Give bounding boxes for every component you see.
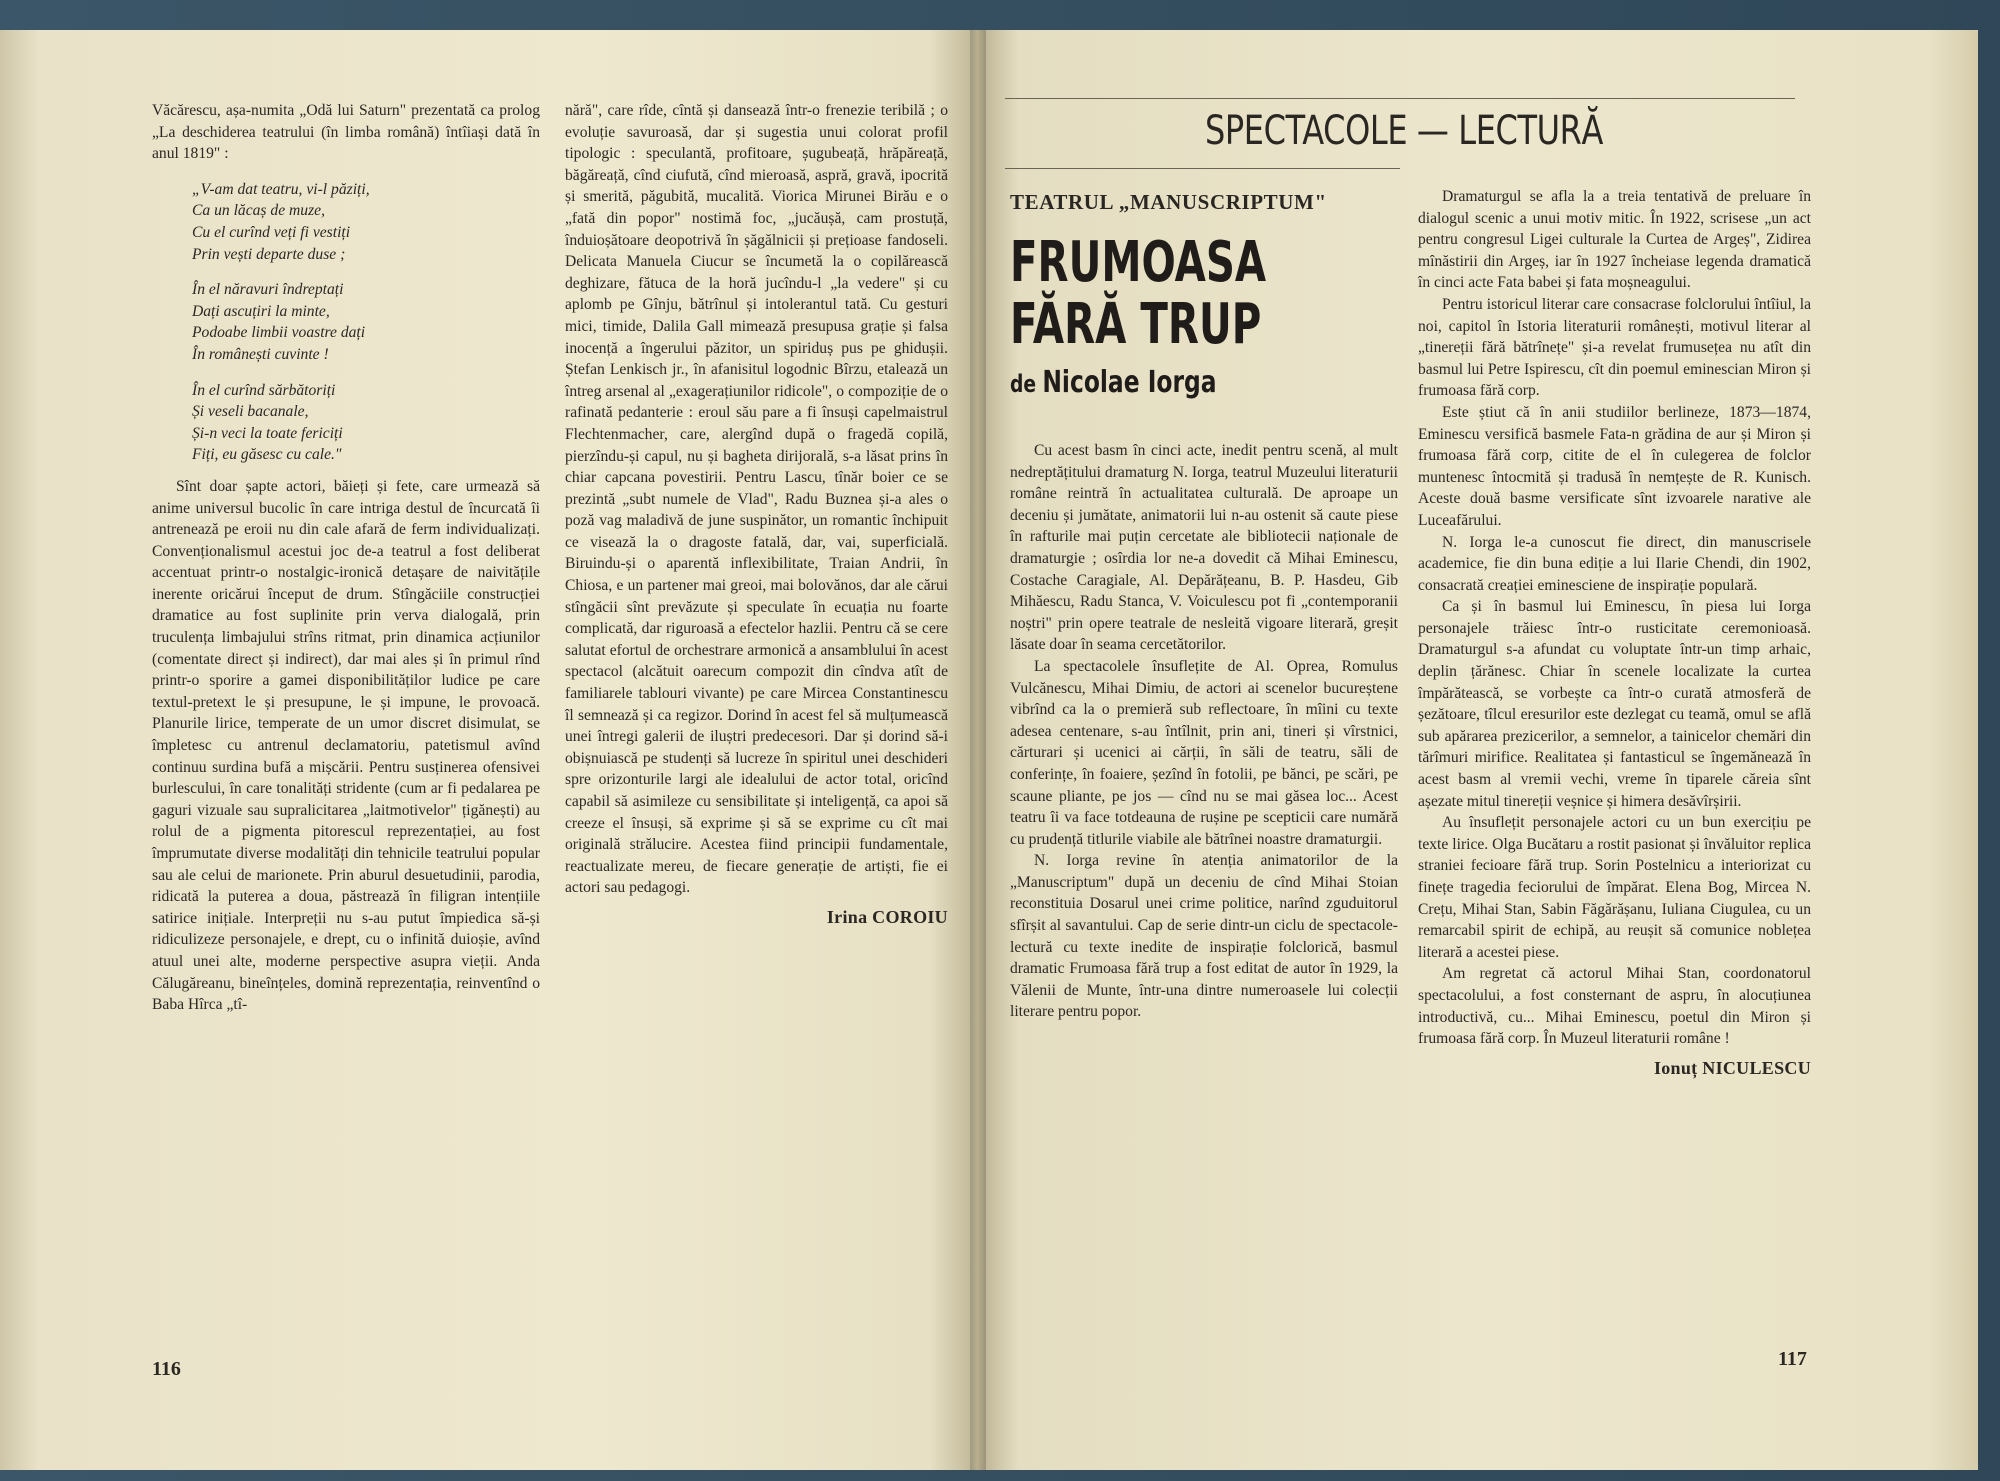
- article-author: Ionuț NICULESCU: [1653, 1057, 1811, 1078]
- body-paragraph: La spectacolele însuflețite de Al. Oprea, Romulus Vulcănescu, Mihai Dimiu, de actori ai scenelor bucureștene vibrînd ca la o premieră sub reflectoare, în mîini cu texte adesea centenare, s-au întîlnit, prin ani, tineri și vîrstnici, cărturari și ucenici ai cărții, în săli de teatru, săli de conferințe, în foaiere, șezînd în fotolii, pe bănci, pe scări, pe scaune pliante, pe jos — cînd nu se mai găsea loc... Acest teatru îi va face totdeauna de rușine pe scepticii care numără cu prudență titlurile viabile ale bătrînei noastre dramaturgii.: [1010, 657, 1398, 848]
- page-number-left: 116: [152, 1358, 181, 1380]
- poem-quote: [192, 179, 540, 466]
- page-number-right: 117: [1778, 1348, 1807, 1370]
- poem-line: Și veseli bacanale,: [192, 403, 309, 421]
- byline-de: de: [1010, 370, 1037, 398]
- poem-line: În el curînd sărbătoriți: [192, 381, 336, 399]
- book-gutter: [970, 30, 986, 1470]
- body-paragraph: Ca și în basmul lui Eminescu, în piesa lui Iorga personajele trăiesc într-o rusticitate ceremonioasă. Dramaturgul s-a afundat cu voluptate într-un timp arhaic, deplin țărănesc. Chiar în scenele localizate la curtea împărătească, se vorbește ca într-o curată atmosferă de șezătoare, tîlcul eresurilor este dezlegat cu teamă, omul se află sub apărarea prezicerilor, a semnelor, a tainicelor chemări din tărîmuri mirifice. Realitatea și fantasticul se îngemănează în acest basm al vremii vechi, vreme în tiparele căreia sînt așezate mitul tinereții veșnice și himera desăvîrșirii.: [1418, 598, 1811, 810]
- title-line: FRUMOASA: [1010, 230, 1267, 295]
- body-paragraph: Pentru istoricul literar care consacrase folclorului întîiul, la noi, capitol în Istoria literaturii românești, motivul literar al „tinereții fără bătrînețe" și-a revelat frumusețea nu atît din basmul lui Petre Ispirescu, cît din poemul eminescian Miron și frumoasa fără corp.: [1418, 295, 1811, 400]
- intro-paragraph: Văcărescu, așa-numita „Odă lui Saturn" prezentată ca prolog „La deschiderea teatrului (în limba română) întîiași dată în anul 1819" :: [152, 102, 540, 163]
- poem-line: Fiți, eu găsesc cu cale.": [192, 446, 342, 464]
- body-paragraph: Am regretat că actorul Mihai Stan, coordonatorul spectacolului, a fost consternant de aspru, în alocuțiunea introductivă, cu... Mihai Eminescu, poetul din Miron și frumoasa fără corp. În Muzeul literaturii române !: [1418, 965, 1811, 1048]
- poem-line: Ca un lăcaș de muze,: [192, 202, 325, 220]
- body-paragraph: Sînt doar șapte actori, băieți și fete, care urmează să anime universul bucolic în care intriga destul de încurcată îi antrenează pe eroii nu din cale afară de ferm individualizați. Convenționalismul acestui joc de-a teatrul a fost deliberat accentuat printr-o nostalgic-ironică detașare de naivitățile inerente oricărui început de drum. Stîngăciile construcției dramatice au fost suplinite prin verva dialogală, prin truculența limbajului strîns ritmat, prin dinamica acțiunilor (comentate direct și indirect), dar mai ales și în primul rînd printr-o sporire a gamei disponibilităților ludice pe care textul-pretext le și presupune, le și impune, le provoacă. Planurile lirice, temperate de un umor discret disimulat, se împletesc cu antrenul declamatoriu, patetismul avînd continuu surdina bufă a mișcării. Pentru susținerea ofensivei burlescului, în care tonalități stridente (cum ar fi pedalarea pe gaguri vizuale sau supralicitarea „laitmotivelor" țigănești) au rolul de a pigmenta pitorescul reprezentației, au fost împrumutate diverse modalități din tehnicile teatrului popular sau ale celui de marionete. Prin aburul desuetudinii, parodia, ridicată la puterea a doua, păstrează în filigran intențiile satirice inițiale. Interpreții nu s-au putut împiedica să-și ridiculizeze personajele, e drept, cu o infinită duioșie, avînd atuul unei alte, moderne perspective asupra vieții. Anda Călugăreanu, bineînțeles, domină reprezentația, reinventînd o Baba Hîrca „tî-: [152, 477, 540, 1014]
- theatre-kicker: TEATRUL „MANUSCRIPTUM": [1010, 190, 1327, 214]
- body-paragraph: Este știut că în anii studiilor berlineze, 1873—1874, Eminescu versifică basmele Fata-n grădina de aur și Miron și frumoasa fără corp, citite de el în culegerea de folclor muntenesc întocmită și tradusă în nemțește de R. Kunisch. Aceste două basme versificate sînt izvoarele narative ale Luceafărului.: [1418, 403, 1811, 529]
- poem-line: Podoabe limbii voastre dați: [192, 324, 366, 342]
- body-paragraph: Dramaturgul se afla la a treia tentativă de preluare în dialogul scenic a unui motiv mitic. În 1922, scrisese „un act pentru congresul Ligei culturale la Curtea de Argeș", Zidirea mînăstirii din Argeș, iar în 1927 încheiase legenda dramatică în cinci acte Fata babei și fata moșneagului.: [1418, 188, 1811, 292]
- header-rule-left: [1005, 168, 1400, 169]
- poem-line: În el năravuri îndreptați: [192, 281, 344, 299]
- poem-line: Dați ascuțiri la minte,: [192, 302, 330, 320]
- article-title: [1010, 232, 1266, 356]
- poem-line: Prin vești departe duse ;: [192, 245, 346, 263]
- right-column-1: [1010, 440, 1398, 1023]
- body-paragraph: N. Iorga le-a cunoscut fie direct, din manuscrisele academice, fie din buna ediție a lui Ilarie Chendi, din 1902, consacrată creației eminesciene de inspirație populară.: [1418, 533, 1811, 594]
- title-line: FĂRĂ TRUP: [1010, 292, 1262, 357]
- body-paragraph: Cu acest basm în cinci acte, inedit pentru scenă, al mult nedreptățitului dramaturg N. Iorga, teatrul Muzeului literaturii române reintră în actualitatea culturală. De aproape un deceniu și jumătate, animatorii lui n-au ostenit să caute piese în rafturile mai puțin cercetate ale bibliotecii naționale de dramaturgie ; osîrdia lor ne-a dovedit că Mihai Eminescu, Costache Caragiale, Al. Depărățeanu, B. P. Hasdeu, Gib Mihăescu, Radu Stanca, V. Voiculescu pot fi „contemporanii noștri" prin opere teatrale de nesleită vigoare literară, greșit lăsate doar în seama cercetătorilor.: [1010, 442, 1398, 654]
- right-column-2: [1418, 186, 1811, 1079]
- body-paragraph: Au însuflețit personajele actori cu un bun exercițiu pe texte lirice. Olga Bucătaru a rostit pasionat și învăluitor replica straniei fecioare fără trup. Sorin Postelnicu a interiorizat cu finețe tragedia feciorului de împărat. Elena Bog, Mircea N. Crețu, Mihai Stan, Sabin Făgărășanu, Iuliana Ciugulea, cu un remarcabil spirit de echipă, au reușit să comunice noblețea literară a acestei piese.: [1418, 814, 1811, 961]
- left-column-1: [152, 100, 540, 1016]
- article-byline: [1010, 365, 1217, 400]
- body-paragraph: nără", care rîde, cîntă și dansează într-o frenezie teribilă ; o evoluție savuroasă, dar și sugestia unui colorat profil tipologic : speculantă, profitoare, șugubeață, hrăpăreață, băgăreață, cînd ciufută, cînd mieroasă, aspră, gravă, ipocrită și smerită, păgubită, mucalită. Viorica Mirunei Birău e o „fată din popor" nostimă foc, „jucăușă, cam prostuță, înduioșătoare deopotrivă în șăgălnicii și prețioase fandoseli. Delicata Manuela Ciucur se încumetă la o copilărească deghizare, fătuca de la horă jucîndu-l „la vedere" și cu aplomb pe Gînju, bătrînul și intolerantul tată. Cu gesturi mici, timide, Dalila Gall mimează presupusa grație și falsa inocență a îngerului păzitor, un spiriduș pus pe ghidușii. Ștefan Lenkisch jr., în afanisitul logodnic Bîrzu, etalează un întreg arsenal al „exagerațiunilor ridicole", o compoziție de o rafinată pedanterie : eroul său pare a fi însuși capelmaistrul Flechtenmacher, care, alergînd după o fragedă copilă, pierzîndu-și capul, nu și bagheta dirijorală, s-a lăsat prins în chiar capcana povestirii. Pentru Lascu, tînăr boier ce se prezintă „subt numele de Vlad", Radu Buznea și-a ales o poză vag maladivă de june suspinător, un romantic închipuit ce visează la o dragoste fatală, dar, vai, superficială. Biruindu-și o aparentă inflexibilitate, Traian Andrii, în Chiosa, e un partener mai greoi, mai bolovănos, dar ale cărui stîngăcii sînt prevăzute și speculate în ecuația nu foarte complicată, dar riguroasă a efectelor hazlii. Pentru că se cere salutat efortul de orchestrare armonică a ansamblului în acest spectacol (alcătuit oarecum compozit din cîndva atît de familiarele tablouri vivante) pe care Mircea Constantinescu îl semnează și ca regizor. Dorind în acest fel să mulțumească unei întregi galerii de iluștri predecesori. Dar și dorind să-i obișnuiască pe studenți să lucreze în spiritul unei deschideri spre orizonturile largi ale idealului de actor total, oricînd capabil să asimileze cu sensibilitate și inteligență, ca apoi să creeze el însuși, să exprime și să se exprime cu cît mai originală strălucire. Acestea fiind principii fundamentale, reactualizate mereu, de fiecare generație de artiști, fie ei actori sau pedagogi.: [565, 102, 948, 897]
- poem-line: În românești cuvinte !: [192, 345, 329, 363]
- poem-line: „V-am dat teatru, vi-l păziți,: [192, 180, 370, 198]
- poem-line: Cu el curînd veți fi vestiți: [192, 223, 351, 241]
- byline-author: Nicolae Iorga: [1042, 365, 1217, 400]
- poem-line: Și-n veci la toate fericiți: [192, 424, 343, 442]
- header-rule-top: [1005, 98, 1795, 99]
- body-paragraph: N. Iorga revine în atenția animatorilor de la „Manuscriptum" după un deceniu de cînd Mihai Stoian reconstituia Dosarul unei crime politice, narînd zguduitorul sfîrșit al savantului. Cap de serie dintr-un ciclu de spectacole-lectură cu texte inedite de inspirație folclorică, basmul dramatic Frumoasa fără trup a fost editat de autor în 1929, la Vălenii de Munte, într-una dintre numeroasele lui colecții literare pentru popor.: [1010, 852, 1398, 1021]
- article-author: Irina COROIU: [826, 906, 948, 927]
- left-column-2: [565, 100, 948, 929]
- section-header: SPECTACOLE — LECTURĂ: [1205, 108, 1603, 154]
